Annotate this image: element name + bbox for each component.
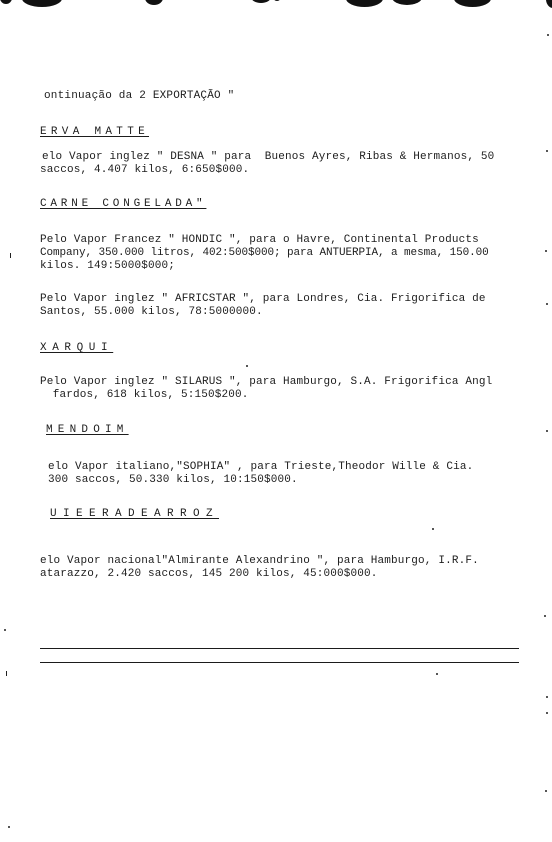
scan-speck [546,430,548,432]
entry-line: elo Vapor italiano,"SOPHIA" , para Trieste,Theodor Wille & Cia. [48,461,474,473]
entry-line: 300 saccos, 50.330 kilos, 10:150$000. [48,474,298,486]
scan-speck [546,696,548,698]
scan-speck [432,528,434,530]
continuation-header: ontinuação da 2 EXPORTAÇÃO " [44,90,235,102]
entry-line: atarazzo, 2.420 saccos, 145 200 kilos, 45:000$000. [40,568,378,580]
scan-edge-marks [0,0,552,12]
section-heading-carne-congelada: CARNE CONGELADA" [40,198,207,210]
entry-line: elo Vapor nacional"Almirante Alexandrino ", para Hamburgo, I.R.F. [40,555,479,567]
entry-line: saccos, 4.407 kilos, 6:650$000. [40,164,250,176]
entry-line: kilos. 149:5000$000; [40,260,176,272]
entry-line: Company, 350.000 litros, 402:500$000; para ANTUERPIA, a mesma, 150.00 [40,247,489,259]
entry-line: Pelo Vapor inglez " SILARUS ", para Hamburgo, S.A. Frigorifica Angl [40,376,493,388]
section-heading-xarqui: XARQUI [40,342,114,354]
scan-speck [546,150,548,152]
entry-line: fardos, 618 kilos, 5:150$200. [46,389,249,401]
scan-speck [545,250,547,252]
scan-speck [6,671,7,676]
scan-speck [547,34,549,36]
scan-speck [436,673,438,675]
closing-rule-top [40,648,519,649]
section-heading-erva-matte: ERVA MATTE [40,126,150,138]
scan-speck [10,253,11,258]
entry-line: elo Vapor inglez " DESNA " para Buenos Ayres, Ribas & Hermanos, 50 [42,151,495,163]
scan-speck [546,712,548,714]
entry-line: Pelo Vapor inglez " AFRICSTAR ", para Londres, Cia. Frigorifica de [40,293,486,305]
scan-speck [246,365,248,367]
closing-rule-bottom [40,662,519,663]
section-heading-mendoim: MENDOIM [46,424,129,436]
scan-speck [544,615,546,617]
scan-speck [546,303,548,305]
scan-speck [4,629,6,631]
scan-speck [545,790,547,792]
section-heading-uieeradearroz: UIEERADEARROZ [50,508,220,520]
entry-line: Pelo Vapor Francez " HONDIC ", para o Havre, Continental Products [40,234,479,246]
scan-speck [8,826,10,828]
entry-line: Santos, 55.000 kilos, 78:5000000. [40,306,263,318]
